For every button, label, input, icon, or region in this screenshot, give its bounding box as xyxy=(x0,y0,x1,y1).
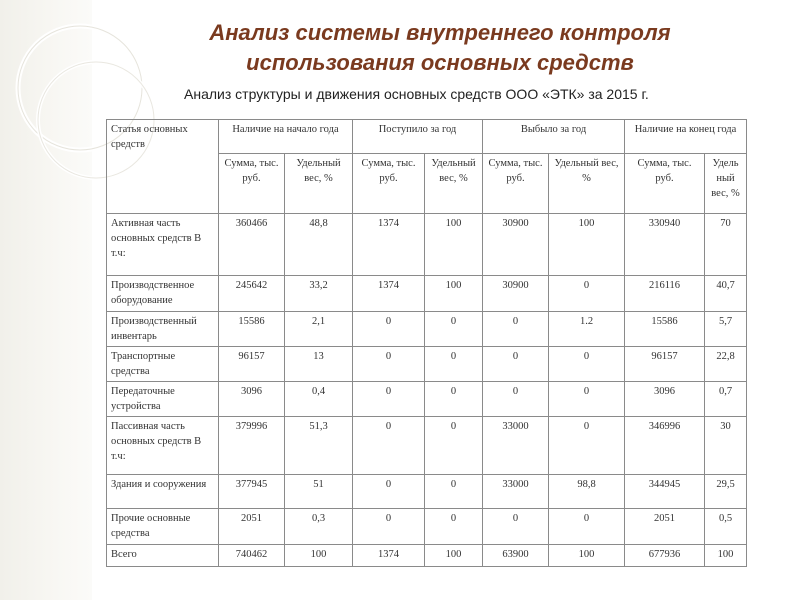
table-row xyxy=(107,382,747,417)
table-row xyxy=(107,509,747,545)
row-cell: 30900 xyxy=(483,276,549,312)
table-row xyxy=(107,545,747,567)
row-cell: 15586 xyxy=(219,312,285,347)
row-cell: 0 xyxy=(425,417,483,475)
row-cell: 100 xyxy=(705,545,747,567)
row-cell: 0,7 xyxy=(705,382,747,417)
header-item: Статья основных средств xyxy=(107,120,219,214)
header-group-disposed: Выбыло за год xyxy=(483,120,625,154)
row-cell: 96157 xyxy=(219,347,285,382)
row-cell: 0 xyxy=(425,509,483,545)
subheader-sum: Сумма, тыс. руб. xyxy=(219,154,285,214)
row-cell: 48,8 xyxy=(285,214,353,276)
row-cell: 0 xyxy=(353,382,425,417)
row-cell: 0 xyxy=(353,509,425,545)
row-cell: 0 xyxy=(549,347,625,382)
row-cell: 70 xyxy=(705,214,747,276)
row-label: Здания и сооружения xyxy=(107,475,219,509)
row-cell: 100 xyxy=(549,214,625,276)
row-cell: 0 xyxy=(549,417,625,475)
row-cell: 0 xyxy=(483,312,549,347)
row-label: Активная часть основных средств В т.ч: xyxy=(107,214,219,276)
row-cell: 0 xyxy=(549,382,625,417)
row-cell: 15586 xyxy=(625,312,705,347)
row-cell: 33000 xyxy=(483,417,549,475)
table-body xyxy=(107,214,747,567)
row-cell: 0,3 xyxy=(285,509,353,545)
subheader-sum: Сумма, тыс. руб. xyxy=(625,154,705,214)
row-cell: 0 xyxy=(549,509,625,545)
row-cell: 2,1 xyxy=(285,312,353,347)
row-cell: 216116 xyxy=(625,276,705,312)
table-row xyxy=(107,214,747,276)
row-label: Производственное оборудование xyxy=(107,276,219,312)
row-cell: 677936 xyxy=(625,545,705,567)
row-cell: 40,7 xyxy=(705,276,747,312)
row-label: Прочие основные средства xyxy=(107,509,219,545)
row-cell: 5,7 xyxy=(705,312,747,347)
fixed-assets-table xyxy=(106,119,747,567)
row-cell: 0 xyxy=(549,276,625,312)
row-cell: 2051 xyxy=(625,509,705,545)
subheader-sum: Сумма, тыс. руб. xyxy=(353,154,425,214)
subheader-share: Удельный вес, % xyxy=(549,154,625,214)
row-cell: 3096 xyxy=(219,382,285,417)
row-cell: 360466 xyxy=(219,214,285,276)
row-cell: 29,5 xyxy=(705,475,747,509)
row-cell: 13 xyxy=(285,347,353,382)
slide-subtitle: Анализ структуры и движения основных средств ООО «ЭТК» за 2015 г. xyxy=(184,86,649,102)
row-label: Передаточные устройства xyxy=(107,382,219,417)
subheader-share-last: Удель ный вес, % xyxy=(705,154,747,214)
row-cell: 0 xyxy=(425,312,483,347)
row-cell: 30900 xyxy=(483,214,549,276)
row-cell: 30 xyxy=(705,417,747,475)
row-cell: 330940 xyxy=(625,214,705,276)
row-cell: 0 xyxy=(483,382,549,417)
row-cell: 346996 xyxy=(625,417,705,475)
row-cell: 63900 xyxy=(483,545,549,567)
row-cell: 740462 xyxy=(219,545,285,567)
table-header-row xyxy=(107,120,747,154)
header-group-end: Наличие на конец года xyxy=(625,120,747,154)
subheader-share: Удельный вес, % xyxy=(425,154,483,214)
row-cell: 100 xyxy=(425,276,483,312)
row-cell: 0 xyxy=(425,347,483,382)
row-cell: 100 xyxy=(425,545,483,567)
row-cell: 96157 xyxy=(625,347,705,382)
table-row xyxy=(107,417,747,475)
row-cell: 1.2 xyxy=(549,312,625,347)
row-label: Всего xyxy=(107,545,219,567)
row-cell: 51,3 xyxy=(285,417,353,475)
row-cell: 0 xyxy=(483,347,549,382)
row-cell: 0 xyxy=(353,347,425,382)
row-cell: 33,2 xyxy=(285,276,353,312)
row-cell: 0 xyxy=(353,417,425,475)
table-row xyxy=(107,475,747,509)
row-label: Производственный инвентарь xyxy=(107,312,219,347)
row-cell: 3096 xyxy=(625,382,705,417)
row-cell: 1374 xyxy=(353,545,425,567)
subheader-share: Удельный вес, % xyxy=(285,154,353,214)
row-cell: 0 xyxy=(425,382,483,417)
row-cell: 100 xyxy=(549,545,625,567)
fixed-assets-table-container xyxy=(106,119,747,567)
row-cell: 33000 xyxy=(483,475,549,509)
row-cell: 1374 xyxy=(353,214,425,276)
slide-title-line-1: Анализ системы внутреннего контроля xyxy=(209,20,671,45)
row-cell: 344945 xyxy=(625,475,705,509)
row-label: Транспортные средства xyxy=(107,347,219,382)
row-cell: 377945 xyxy=(219,475,285,509)
row-cell: 245642 xyxy=(219,276,285,312)
table-row xyxy=(107,276,747,312)
row-cell: 379996 xyxy=(219,417,285,475)
row-cell: 1374 xyxy=(353,276,425,312)
subheader-sum: Сумма, тыс. руб. xyxy=(483,154,549,214)
row-cell: 0 xyxy=(353,475,425,509)
table-row xyxy=(107,312,747,347)
table-row xyxy=(107,347,747,382)
slide-title xyxy=(150,18,730,78)
row-cell: 98,8 xyxy=(549,475,625,509)
row-cell: 51 xyxy=(285,475,353,509)
header-group-start: Наличие на начало года xyxy=(219,120,353,154)
row-cell: 0 xyxy=(483,509,549,545)
header-group-received: Поступило за год xyxy=(353,120,483,154)
row-label: Пассивная часть основных средств В т.ч: xyxy=(107,417,219,475)
row-cell: 22,8 xyxy=(705,347,747,382)
row-cell: 100 xyxy=(425,214,483,276)
row-cell: 0 xyxy=(425,475,483,509)
row-cell: 2051 xyxy=(219,509,285,545)
row-cell: 0 xyxy=(353,312,425,347)
row-cell: 0,5 xyxy=(705,509,747,545)
row-cell: 100 xyxy=(285,545,353,567)
row-cell: 0,4 xyxy=(285,382,353,417)
slide-title-line-2: использования основных средств xyxy=(246,50,634,75)
